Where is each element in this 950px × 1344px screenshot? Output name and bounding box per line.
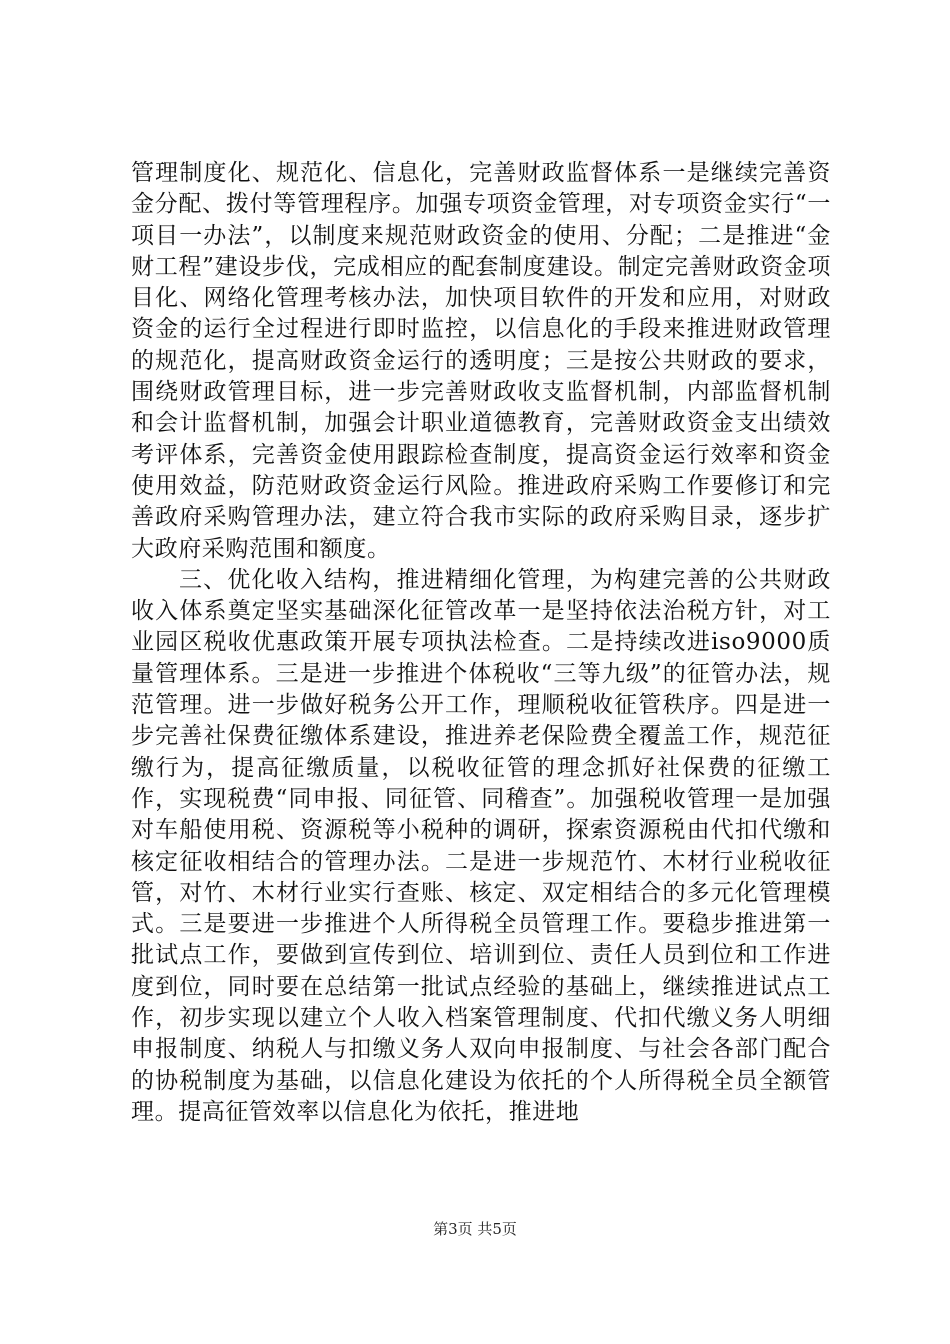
paragraph-finance-supervision: 管理制度化、规范化、信息化，完善财政监督体系一是继续完善资金分配、拨付等管理程序。加强专项资金管理，对专项资金实行“一项目一办法”，以制度来规范财政资金的使用、分配；二是推进“金财工程”建设步伐，完成相应的配套制度建设。制定完善财政资金项目化、网络化管理考核办法，加快项目软件的开发和应用，对财政资金的运行全过程进行即时监控，以信息化的手段来推进财政管理的规范化，提高财政资金运行的透明度；三是按公共财政的要求，围绕财政管理目标，进一步完善财政收支监督机制，内部监督机制和会计监督机制，加强会计职业道德教育，完善财政资金支出绩效考评体系，完善资金使用跟踪检查制度，提高资金运行效率和资金使用效益，防范财政资金运行风险。推进政府采购工作要修订和完善政府采购管理办法，建立符合我市实际的政府采购目录，逐步扩大政府采购范围和额度。: [131, 160, 831, 562]
paragraph-revenue-structure: 三、优化收入结构，推进精细化管理，为构建完善的公共财政收入体系奠定坚实基础深化征管改革一是坚持依法治税方针，对工业园区税收优惠政策开展专项执法检查。二是持续改进iso9000质量管理体系。三是进一步推进个体税收“三等九级”的征管办法，规范管理。进一步做好税务公开工作，理顺税收征管秩序。四是进一步完善社保费征缴体系建设，推进养老保险费全覆盖工作，规范征缴行为，提高征缴质量，以税收征管的理念抓好社保费的征缴工作，实现税费“同申报、同征管、同稽查”。加强税收管理一是加强对车船使用税、资源税等小税种的调研，探索资源税由代扣代缴和核定征收相结合的管理办法。二是进一步规范竹、木材行业税收征管，对竹、木材行业实行查账、核定、双定相结合的多元化管理模式。三是要进一步推进个人所得税全员管理工作。要稳步推进第一批试点工作，要做到宣传到位、培训到位、责任人员到位和工作进度到位，同时要在总结第一批试点经验的基础上，继续推进试点工作，初步实现以建立个人收入档案管理制度、代扣代缴义务人明细申报制度、纳税人与扣缴义务人双向申报制度、与社会各部门配合的协税制度为基础，以信息化建设为依托的个人所得税全员全额管理。提高征管效率以信息化为依托，推进地: [131, 566, 831, 1125]
document-body: [131, 158, 831, 1128]
page-footer: 第3页 共5页: [433, 1220, 517, 1238]
